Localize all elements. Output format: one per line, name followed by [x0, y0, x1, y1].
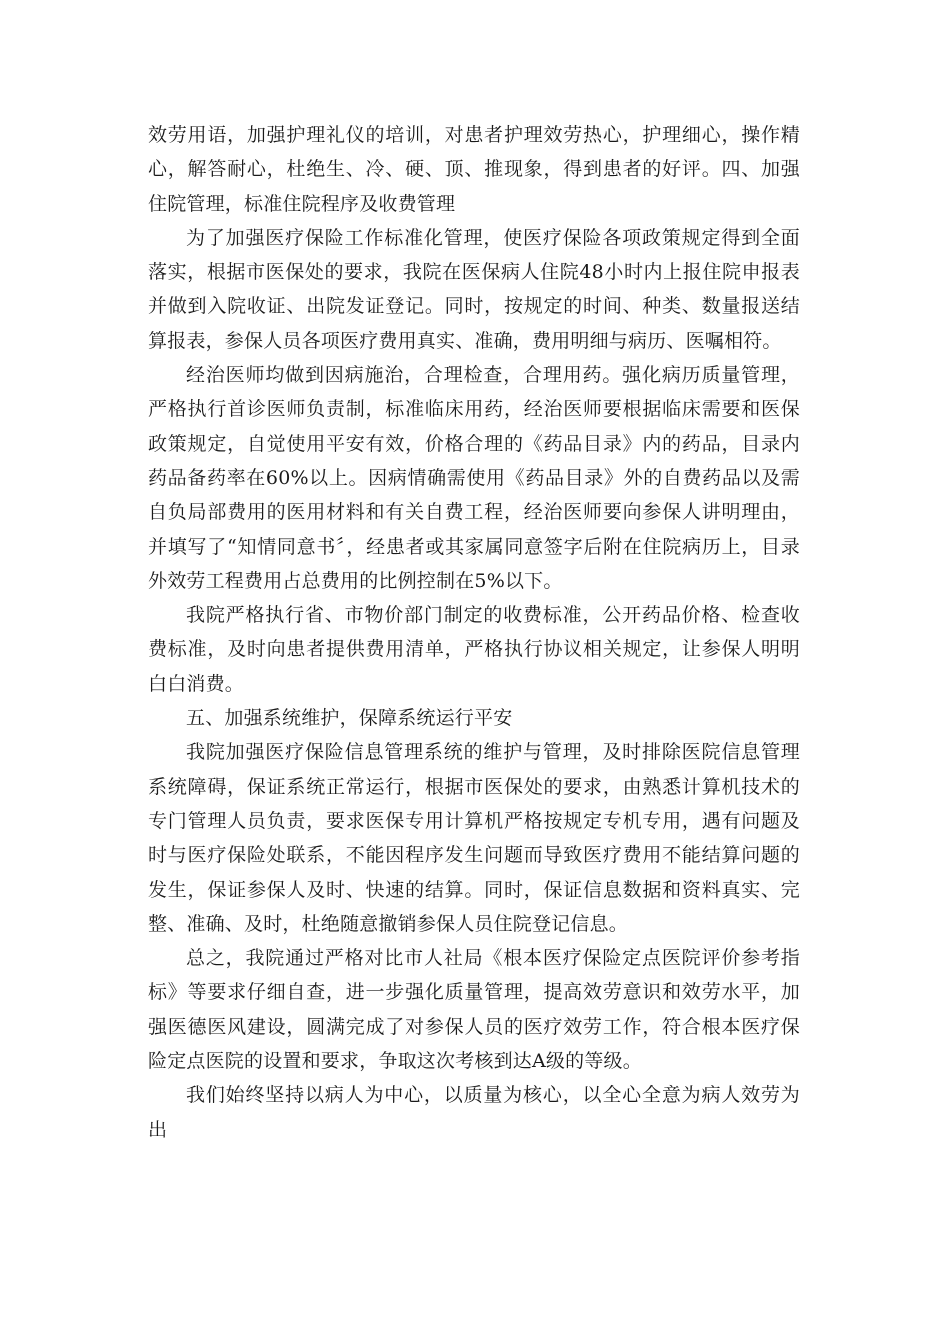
paragraph-continuation: 效劳用语，加强护理礼仪的培训，对患者护理效劳热心，护理细心，操作精心，解答耐心，杜绝生、冷、硬、顶、推现象，得到患者的好评。四、加强住院管理，标准住院程序及收费管理	[148, 124, 800, 215]
section-heading-system-maintenance: 五、加强系统维护，保障系统运行平安	[186, 707, 513, 730]
paragraph-physician-treatment: 经治医师均做到因病施治，合理检查，合理用药。强化病历质量管理，严格执行首诊医师负责制，标准临床用药，经治医师要根据临床需要和医保政策规定，自觉使用平安有效，价格合理的《药品目录》内的药品，目录内药品备药率在60%以上。因病情确需使用《药品目录》外的自费药品以及需自负局部费用的医用材料和有关自费工程，经治医师要向参保人讲明理由，并填写了“知情同意书〞，经患者或其家属同意签字后附在住院病历上，目录外效劳工程费用占总费用的比例控制在5%以下。	[148, 364, 800, 592]
paragraph-information-system: 我院加强医疗保险信息管理系统的维护与管理，及时排除医院信息管理系统障碍，保证系统正常运行，根据市医保处的要求，由熟悉计算机技术的专门管理人员负责，要求医保专用计算机严格按规定专机专用，遇有问题及时与医疗保险处联系，不能因程序发生问题而导致医疗费用不能结算问题的发生，保证参保人及时、快速的结算。同时，保证信息数据和资料真实、完整、准确、及时，杜绝随意撤销参保人员住院登记信息。	[148, 741, 800, 935]
paragraph-insurance-management: 为了加强医疗保险工作标准化管理，使医疗保险各项政策规定得到全面落实，根据市医保处的要求，我院在医保病人住院48小时内上报住院申报表并做到入院收证、出院发证登记。同时，按规定的时间、种类、数量报送结算报表，参保人员各项医疗费用真实、准确，费用明细与病历、医嘱相符。	[148, 226, 800, 352]
paragraph-summary: 总之，我院通过严格对比市人社局《根本医疗保险定点医院评价参考指标》等要求仔细自查，进一步强化质量管理，提高效劳意识和效劳水平，加强医德医风建设，圆满完成了对参保人员的医疗效劳工作，符合根本医疗保险定点医院的设置和要求，争取这次考核到达A级的等级。	[148, 947, 800, 1073]
paragraph-pricing-standards: 我院严格执行省、市物价部门制定的收费标准，公开药品价格、检查收费标准，及时向患者提供费用清单，严格执行协议相关规定，让参保人明明白白消费。	[148, 604, 800, 695]
document-body	[148, 118, 800, 1147]
paragraph-closing: 我们始终坚持以病人为中心，以质量为核心，以全心全意为病人效劳为出	[148, 1084, 800, 1141]
